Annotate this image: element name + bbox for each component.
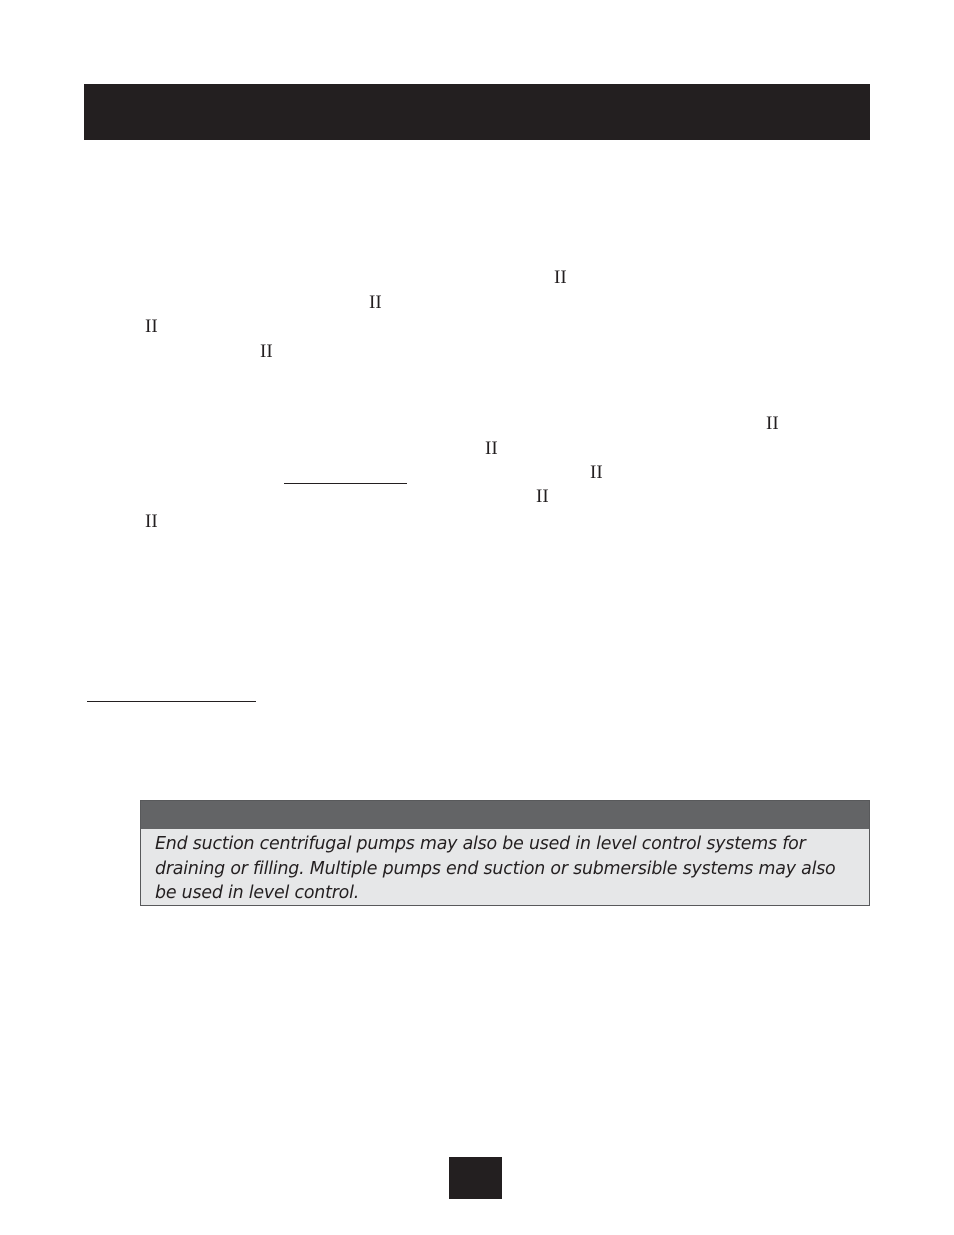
glyph-4: II — [260, 341, 273, 362]
underline-rule — [284, 483, 407, 484]
glyph-6: II — [485, 438, 498, 459]
footnote-rule — [87, 701, 256, 702]
note-text: End suction centrifugal pumps may also be used in level control systems for draining or filling. Multiple pumps end suction or submersible systems may also be used in level control. — [155, 834, 836, 903]
glyph-7: II — [590, 462, 603, 483]
glyph-9: II — [145, 511, 158, 532]
page-number-box — [449, 1157, 502, 1199]
glyph-1: II — [554, 267, 567, 288]
header-bar — [84, 84, 870, 140]
glyph-3: II — [145, 316, 158, 337]
glyph-2: II — [369, 292, 382, 313]
note-header-bar — [141, 801, 869, 829]
glyph-8: II — [536, 486, 549, 507]
glyph-5: II — [766, 413, 779, 434]
note-box — [140, 800, 870, 906]
